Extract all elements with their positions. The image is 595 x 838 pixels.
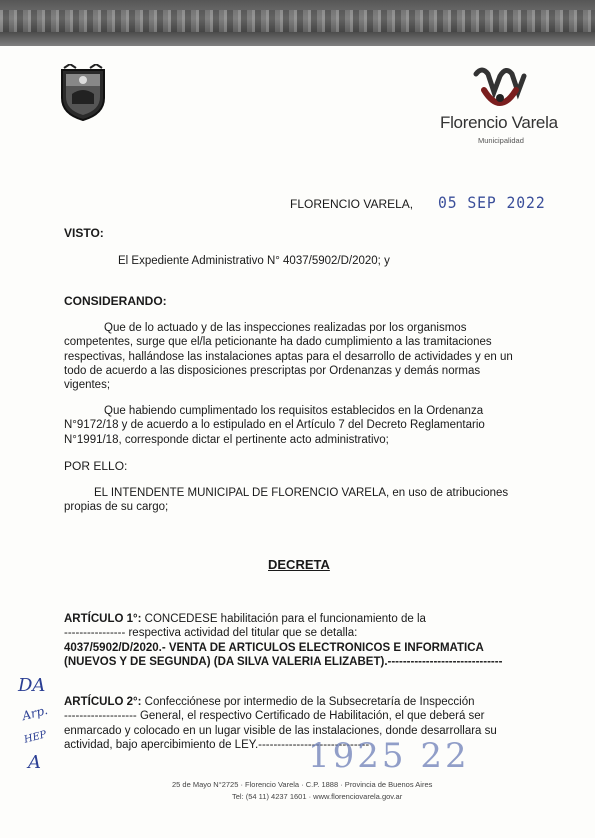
- por-ello-heading: POR ELLO:: [64, 459, 128, 473]
- text-line: todo de acuerdo a las disposiciones prescriptas por Ordenanzas y demás normas: [64, 364, 481, 377]
- articulo-2-line-2: ------------------- General, el respectivo Certificado de Habilitación, el que deberá ser: [64, 710, 485, 723]
- handwritten-note-3: HEP: [22, 729, 48, 746]
- scanned-header-bar: [0, 0, 595, 46]
- text-line: competentes, surge que el/la peticionante ha dado cumplimiento a las tramitaciones: [64, 336, 492, 349]
- handwritten-note-2: Arp.: [20, 702, 50, 724]
- city-label: FLORENCIO VARELA,: [290, 197, 414, 211]
- articulo-1-line-2: ---------------- respectiva actividad del titular que se detalla:: [64, 627, 358, 640]
- text-line: EL INTENDENTE MUNICIPAL DE FLORENCIO VARELA, en uso de atribuciones: [94, 487, 509, 499]
- articulo-2-line-3: enmarcado y colocado en un lugar visible de las instalaciones, donde desarrollara su: [64, 724, 497, 737]
- florencio-varela-logo-icon: [470, 66, 530, 112]
- articulo-1-line-4: (NUEVOS Y DE SEGUNDA) (DA SILVA VALERIA ELIZABET).------------------------------: [64, 655, 503, 668]
- date-stamp: 05 SEP 2022: [438, 193, 546, 212]
- considerando-paragraph-1: [64, 321, 540, 392]
- articulo-1-label: ARTÍCULO 1°:: [64, 613, 142, 625]
- text-line: N°1991/18, corresponde dictar el pertinente acto administrativo;: [64, 433, 389, 446]
- articulo-2-line-1: Confecciónese por intermedio de la Subsecretaría de Inspección: [144, 696, 475, 708]
- considerando-heading: CONSIDERANDO:: [64, 294, 167, 308]
- articulo-2-label: ARTÍCULO 2°:: [64, 696, 142, 708]
- registry-number-stamp: 1925 22: [308, 736, 470, 776]
- municipality-name: Florencio Varela: [440, 113, 558, 132]
- text-line: propias de su cargo;: [64, 501, 169, 514]
- municipality-subtitle: Municipalidad: [478, 136, 524, 145]
- handwritten-note-4: A: [28, 752, 41, 773]
- footer-contact: Tel: (54 11) 4237 1601 · www.florenciovarela.gov.ar: [232, 792, 403, 801]
- coat-of-arms-icon: [58, 64, 108, 122]
- footer-address: 25 de Mayo N°2725 · Florencio Varela · C.P. 1888 · Provincia de Buenos Aires: [172, 780, 433, 789]
- articulo-2-line-4: actividad, bajo apercibimiento de LEY.-----------------------------: [64, 738, 370, 751]
- visto-text: El Expediente Administrativo N° 4037/5902/D/2020; y: [118, 255, 390, 267]
- text-line: N°9172/18 y de acuerdo a lo estipulado en el Artículo 7 del Decreto Reglamentario: [64, 419, 485, 432]
- visto-heading: VISTO:: [64, 226, 104, 240]
- articulo-1-line-1: CONCEDESE habilitación para el funcionamiento de la: [144, 613, 426, 625]
- text-line: vigentes;: [64, 379, 111, 392]
- text-line: respectivas, hallándose las instalaciones aptas para el desarrollo de actividades y en un: [64, 350, 513, 363]
- articulo-1-line-3: 4037/5902/D/2020.- VENTA DE ARTICULOS ELECTRONICOS E INFORMATICA: [64, 641, 484, 654]
- text-line: Que de lo actuado y de las inspecciones realizadas por los organismos: [104, 322, 467, 334]
- text-line: Que habiendo cumplimentado los requisitos establecidos en la Ordenanza: [104, 405, 484, 417]
- considerando-paragraph-2: [64, 404, 540, 447]
- articulo-1: [64, 612, 540, 669]
- handwritten-note-1: DA: [18, 675, 46, 696]
- decreta-heading: DECRETA: [268, 557, 330, 572]
- por-ello-text: [64, 486, 540, 515]
